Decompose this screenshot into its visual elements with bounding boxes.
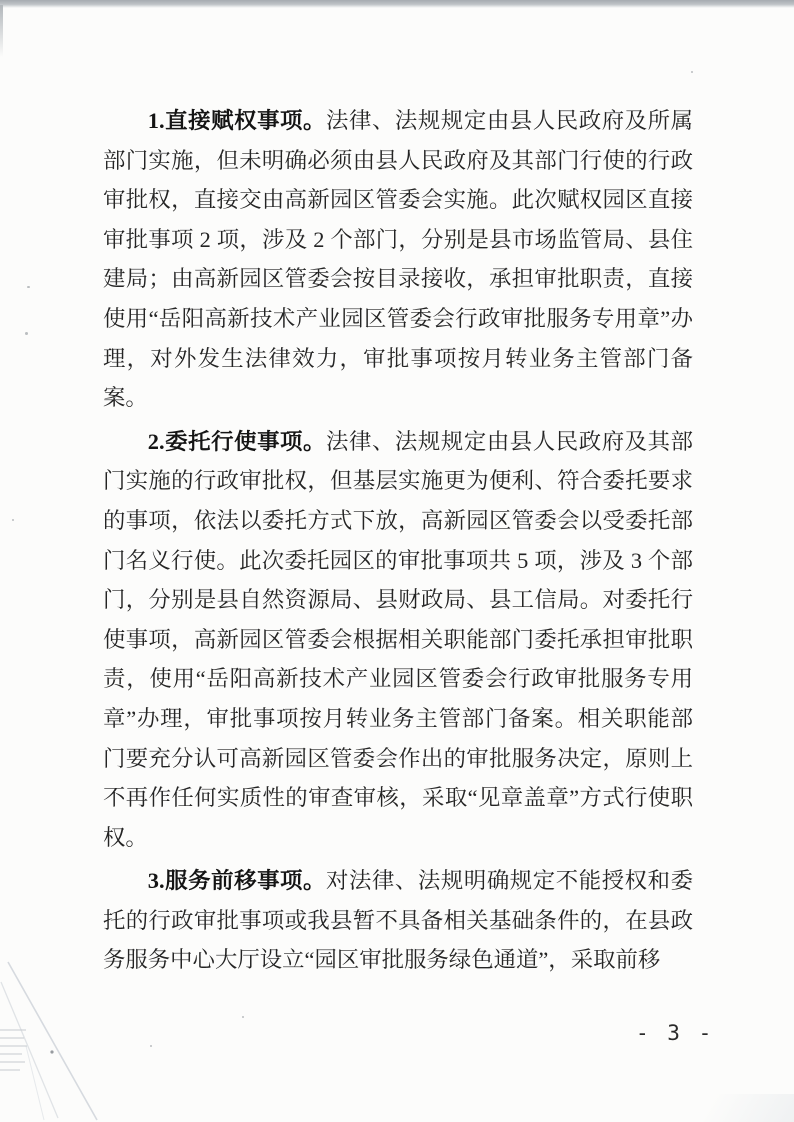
paragraph-heading: 2.委托行使事项。 <box>147 428 326 454</box>
scan-speck <box>150 1045 152 1047</box>
scan-edge-left-artifact <box>0 5 3 57</box>
scan-edge-top-artifact <box>0 0 794 8</box>
paragraph-heading: 3.服务前移事项。 <box>147 868 326 894</box>
scan-speck <box>242 1016 244 1018</box>
page-number: - 3 - <box>636 1021 715 1045</box>
scan-corner-shade-artifact <box>664 1094 794 1122</box>
paragraph-direct-authorization <box>103 101 693 418</box>
scan-speck <box>27 286 30 288</box>
paragraph-text: 法律、法规规定由县人民政府及所属部门实施，但未明确必须由县人民政府及其部门行使的行政审批权，直接交由高新园区管委会实施。此次赋权园区直接审批事项 2 项，涉及 2 个部门，分别是县市场监管局、县住建局；由高新园区管委会按目录接收，承担审批职责，直接使用“岳阳高新技术产业园区管委会行政审批服务专用章”办理，对外发生法律效力，审批事项按月转业务主管部门备案。 <box>103 108 694 411</box>
paragraph-entrusted-exercise <box>103 422 693 858</box>
paragraph-text: 对法律、法规明确规定不能授权和委托的行政审批事项或我县暂不具备相关基础条件的，在县政务服务中心大厅设立“园区审批服务绿色通道”，采取前移 <box>103 868 694 973</box>
scan-speck <box>25 332 28 335</box>
document-body <box>103 101 693 984</box>
paragraph-text: 法律、法规规定由县人民政府及其部门实施的行政审批权，但基层实施更为便利、符合委托要求的事项，依法以委托方式下放，高新园区管委会以受委托部门名义行使。此次委托园区的审批事项共 5 项，涉及 3 个部门，分别是县自然资源局、县财政局、县工信局。对委托行使事项，高新园区管委会根据相关职能部门委托承担审批职责，使用“岳阳高新技术产业园区管委会行政审批服务专用章”办理，审批事项按月转业务主管部门备案。相关职能部门要充分认可高新园区管委会作出的审批服务决定，原则上不再作任何实质性的审查审核，采取“见章盖章”方式行使职权。 <box>103 428 694 850</box>
scan-speck <box>12 519 14 521</box>
paragraph-heading: 1.直接赋权事项。 <box>147 108 326 133</box>
scan-speck <box>691 71 693 73</box>
paragraph-service-relocation <box>103 861 693 980</box>
